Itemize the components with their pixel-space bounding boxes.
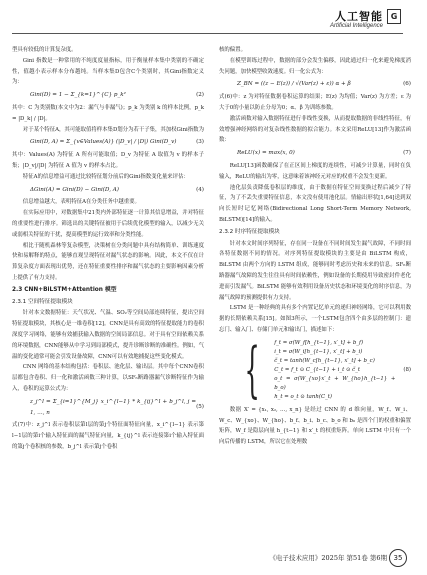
paragraph: 在实际应用中，对数据集中21类内外部特征逐一计算其信息增益，并对特征的重要性进行排序。筛选出的关键特征被用于后续优化模型的输入，以减少无关或弱相关特征的干扰，提高模型的运行效率和分类性能。 (12, 210, 204, 238)
paragraph: 相比于随机森林等复杂模型，决策树在分类问题中具有结构简单、训练速度快和易解释的特点，能够直观呈现特征对漏气状态的影响。因此，本文不仅在计算复杂度方面表现出优势，还在特征重要性排序和漏气状态的主要影响因素分析上提供了有力支持。 (12, 242, 204, 281)
equation-2 (12, 88, 204, 103)
equation-number: (5) (196, 404, 204, 411)
equation-body: Gini(D) = 1 − Σ_{k=1}^{C} p_k² (30, 92, 126, 99)
paragraph: LSTM 是一种经典的具有多个内置记忆单元的递归神经网络，它可以利用数据的长期依赖关系[15]。如图3所示，一个LSTM包含四个由多层的控制门：遗忘门、输入门、存储门单元和输出门，描述如下： (219, 305, 411, 333)
paragraph: 特征A的信息增益可通过比较特征划分前后的Gini指数变化量来评估： (22, 173, 189, 180)
page-footer (0, 545, 427, 575)
left-brace-icon: { (244, 335, 260, 406)
paragraph: Gini 指数是一种常用的不纯度度量指标，用于衡量样本集中类别的不确定性，值越小表示样本分布越纯。当样本集D包含C个类别时，其Gini指数定义为： (12, 57, 204, 86)
paragraph: CNN 网络的基本结构包括：卷积层、池化层、输出层。其中每个CNN卷积层都包含卷积、归一化和激活函数三种计算，以SF₆断路器漏气诊断特征作为输入，卷积的运算公式为： (12, 364, 204, 392)
equation-body: ReLU(x) = max(x, 0) (237, 150, 295, 157)
equation-body: Gini(D, A) = Σ_{v∈Values(A)} (|D_v| / |D|) Gini(D_v) (30, 139, 177, 146)
equation-body: ΔGini(A) = Gini(D) − Gini(D, A) (30, 186, 119, 193)
subsection-heading: 2.3.1 空间特征提取模块 (12, 298, 73, 305)
equation-5 (12, 395, 204, 421)
equation-body: Z_BN = ((z − E(z)) / √(Var(z) + ε)) α + β (237, 81, 351, 88)
journal-citation: 《电子技术应用》2025年 第51卷 第6期 (269, 554, 387, 562)
equation-line: c̃_t = tanh(W_c[h_{t−1}, x′_t] + b_c) (274, 357, 375, 364)
page-header (0, 0, 427, 40)
equation-4 (12, 183, 204, 198)
equation-number: (8) (403, 366, 411, 373)
section-heading: 2.3 CNN+BiLSTM+Attention 模型 (12, 286, 117, 293)
paragraph: 式(7)中：z_j^l 表示卷积层第l层的第j个特征面特征向量，x_i^{l−1} 表示第l−1层的第i个输入特征面的漏气特征向量，k_{ij}^l 表示连接第i个输入特征面的第j个卷积核的参数，b_j^l 表示第j个卷积 (12, 422, 204, 450)
equation-number: (4) (196, 186, 204, 193)
journal-section-subtitle: Artificial Intelligence (329, 23, 383, 29)
journal-section-title: 人工智能 (335, 10, 383, 23)
paragraph: 信息增益越大，表明特征A在分类任务中越重要。 (22, 199, 140, 206)
equation-number: (6) (403, 81, 411, 88)
equation-body: z_j^l = Σ_{i=1}^{M_j} x_i^{l−1} * k_{ij}^l + b_j^l, j = 1, …, n (30, 398, 197, 416)
paragraph: 针对本文时间序列特征，存在同一设备在不同时间发生漏气故障，不同时间各特征数据不同的情况。对序列特征提取模块的主要是由 BiLSTM 构成，BiLSTM 由两个方向的 LSTM 组成，能够同时考虑历史和未来的信息。SF₆断路器漏气故障的发生往往具有时间依赖性，例如设备的长期使用导致密封件老化进而引发漏气。BiLSTM 能够有效利用设备历史状态和环境变化的时序信息，为漏气故障的预测提供有力支持。 (219, 240, 411, 301)
paragraph: 激活函数对输入数据特征进行非线性变换，从而提取数据的非线性特征，有效增强神经网络的对复杂线性数据的拟合能力。本文采用ReLU[13]作为激活函数： (219, 115, 411, 144)
equation-number: (3) (196, 139, 204, 146)
equation-6 (219, 77, 411, 92)
paragraph: 其中：C 为类别数(本文中为2：漏气与非漏气)；p_k 为类别 k 的样本比例，p_k = |D_k| / |D|。 (12, 104, 204, 122)
paragraph: 在模型训练过程中，数据的部分会发生偏移，因此通过归一化来避免梯度消失问题，加快模型收敛速度。归一化公式为： (219, 57, 411, 75)
equation-line: C_t = f_t ⊙ C_{t−1} + i_t ⊙ c̃_t (274, 366, 361, 373)
equation-7 (219, 146, 411, 161)
equation-3 (12, 135, 204, 150)
equation-line: i_t = σ(W_i[h_{t−1}, x′_t] + b_i) (274, 348, 363, 355)
paragraph: 对于某个特征A，其可能取值将样本集D划分为若干子集，其加权Gini指数为 (22, 126, 204, 133)
equation-number: (2) (196, 92, 204, 99)
subsection-heading: 2.3.2 时序特征提取模块 (219, 228, 280, 235)
equation-line: f_t = σ(W_f[h_{t−1}, x′_t] + b_f) (274, 339, 364, 346)
paragraph: 数据 X′ = {x₁, x₂, …, x_n} 是经过 CNN 的 d 维向量，W_f、W_i、W_c、W_{xo}、W_{ho}、b_f、b_i、b_c、b_o 和 b₀ 是四个门的权重和偏置矩阵，W_f 是隐层向量 h_{t−1} 和 x′_t 的权重矩阵。单向 LSTM 中只有一个向后传播的 LSTM，所以它在处理数 (219, 406, 411, 446)
paragraph: 型具有较低的计算复杂度。 (12, 47, 77, 53)
paragraph: 针对本文数据特征：天气状况、气温、SO₂等空间局部连续特征，提出空间特征提取模块，其核心是一维卷积[12]。CNN是具有高效的特征提取能力的卷积深度学习网络，能够有效捕获输入数据的空间局部信息。对于具有空间依赖关系的环境数据，CNN能够从中学习到局部模式，提升诊断诊断的准确性。例如，气温的变化通常可能会引发设备故障，CNN可以有效地捕捉这些变化模式。 (12, 310, 204, 360)
equation-system-8 (233, 335, 411, 406)
equation-line: h_t = o_t ⊙ tanh(C_t) (274, 393, 333, 400)
equation-line: o_t = σ(W_{xo}x′_t + W_{ho}h_{t−1} + b_o) (274, 375, 396, 391)
equation-number: (7) (403, 150, 411, 157)
header-divider (12, 33, 403, 34)
paragraph: 其中：Values(A) 为特征 A 所有可能取值；D_v 为特征 A 取值为 v 的样本子集；|D_v|/|D| 为特征 A 值为 v 的样本占比。 (12, 152, 204, 169)
paragraph: 式(6)中：z 为对特征数据卷积运算的结果；E(z) 为均值；Var(z) 为方差；ε 为大于0的小量以防止分母为0；α、β 为训练参数。 (219, 94, 411, 111)
left-column (12, 45, 204, 453)
section-logo-icon: G (387, 9, 401, 24)
paragraph: 池化层负责降低卷积层的维度，由于数据在特征空间变换过程后减少了特征，为了不丢失重要特征信息，本文没有使用池化层。情输出形状[1,64]送到双向长短时记忆网络(Bidirectional Long Short-Term Memory Network, BiLSTM)[14]的输入。 (219, 184, 411, 223)
right-column (219, 45, 411, 448)
paragraph: 核的偏置。 (219, 47, 246, 53)
equation-lines (274, 339, 395, 402)
page-number: 35 (389, 549, 407, 567)
paragraph: ReLU[13]函数确保了在正区间上梯度的连续性，可减少计算量，同时在负输入，ReLU的输出为零，这意味着该神经元对应的权重不会发生更新。 (219, 162, 411, 180)
